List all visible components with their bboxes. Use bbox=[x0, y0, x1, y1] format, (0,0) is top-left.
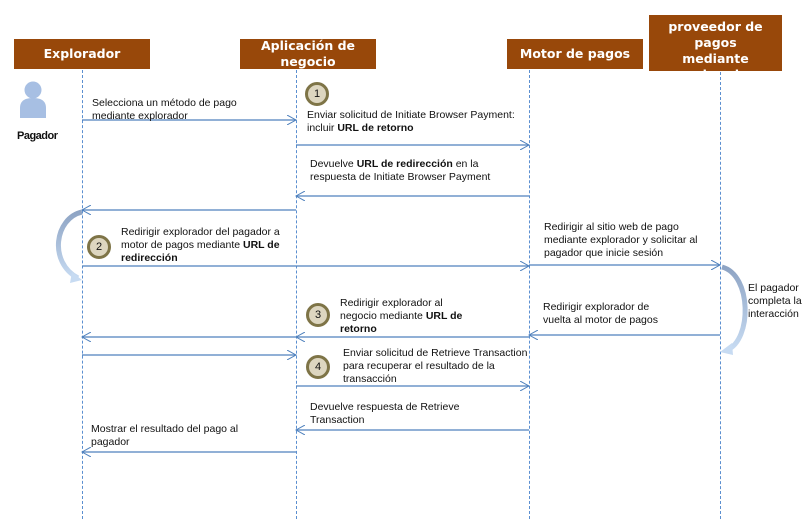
msg-bold: URL de redirección bbox=[356, 158, 453, 170]
msg-bold: URL de retorno bbox=[337, 122, 414, 134]
msg-line: vuelta al motor de pagos bbox=[543, 314, 658, 326]
msg-line: para recuperar el resultado de la bbox=[343, 360, 495, 372]
message-return-redirect-url bbox=[310, 158, 490, 184]
lane-label-line3: mediante explorador bbox=[677, 51, 754, 82]
msg-line: Enviar solicitud de Retrieve Transaction bbox=[343, 347, 528, 359]
msg-text: negocio mediante bbox=[340, 310, 426, 322]
lane-label-line2: negocio bbox=[280, 54, 336, 69]
msg-line: Redirigir explorador al bbox=[340, 297, 443, 309]
message-retrieve-request bbox=[343, 347, 527, 386]
msg-text: motor de pagos mediante bbox=[121, 239, 243, 251]
message-redirect-back-engine bbox=[543, 301, 658, 327]
msg-line: Devuelve respuesta de Retrieve bbox=[310, 401, 460, 413]
msg-line: respuesta de Initiate Browser Payment bbox=[310, 171, 491, 183]
lane-label: Explorador bbox=[43, 46, 121, 61]
step-badge-3: 3 bbox=[306, 303, 330, 327]
actor-label: Pagador bbox=[17, 130, 58, 142]
msg-line: Selecciona un método de pago bbox=[92, 97, 237, 109]
msg-line: mediante explorador y solicitar al bbox=[544, 234, 698, 246]
msg-line bbox=[310, 158, 490, 171]
message-show-result bbox=[91, 423, 238, 449]
msg-line: Enviar solicitud de Initiate Browser Payment: bbox=[307, 109, 515, 121]
msg-line: pagador que inicie sesión bbox=[544, 247, 664, 259]
msg-line: El pagador bbox=[748, 282, 799, 294]
msg-text: en la bbox=[452, 158, 479, 170]
msg-line bbox=[340, 310, 462, 323]
message-retrieve-response bbox=[310, 401, 459, 427]
msg-line: Mostrar el resultado del pago al bbox=[91, 423, 239, 435]
msg-line: completa la bbox=[748, 295, 802, 307]
curved-arrow-right bbox=[720, 267, 745, 355]
msg-line bbox=[121, 252, 280, 265]
msg-line: transacción bbox=[343, 373, 397, 385]
msg-text: Devuelve bbox=[310, 158, 357, 170]
msg-line: interacción bbox=[748, 308, 799, 320]
message-redirect-to-business bbox=[340, 297, 462, 336]
lane-label-line1: Aplicación de bbox=[261, 38, 355, 53]
msg-line: Transaction bbox=[310, 414, 365, 426]
step-badge-4: 4 bbox=[306, 355, 330, 379]
message-initiate-request bbox=[307, 109, 515, 135]
msg-line: Redirigir explorador del pagador a bbox=[121, 226, 280, 238]
msg-text: incluir bbox=[307, 122, 338, 134]
step-badge-1: 1 bbox=[305, 82, 329, 106]
msg-bold: URL de bbox=[243, 239, 280, 251]
msg-line: Redirigir al sitio web de pago bbox=[544, 221, 679, 233]
message-select-method bbox=[92, 97, 237, 123]
msg-line bbox=[340, 323, 462, 336]
message-redirect-to-provider bbox=[544, 221, 698, 260]
lane-label-line2: proveedor de pagos bbox=[668, 19, 763, 50]
msg-line: pagador bbox=[91, 436, 130, 448]
msg-line bbox=[307, 122, 515, 135]
step-badge-2: 2 bbox=[87, 235, 111, 259]
lane-label: Motor de pagos bbox=[519, 46, 631, 61]
msg-bold: URL de bbox=[425, 310, 463, 322]
msg-line: Redirigir explorador de bbox=[543, 301, 650, 313]
msg-bold: retorno bbox=[340, 323, 377, 335]
message-redirect-to-engine bbox=[121, 226, 280, 265]
msg-line: mediante explorador bbox=[92, 110, 188, 122]
msg-bold: redirección bbox=[121, 252, 178, 264]
lane-label-line1: Sitio web de bbox=[671, 3, 760, 18]
msg-line bbox=[121, 239, 280, 252]
message-payer-completes bbox=[748, 282, 802, 321]
person-icon bbox=[18, 80, 48, 120]
curved-arrow-left bbox=[58, 212, 82, 283]
